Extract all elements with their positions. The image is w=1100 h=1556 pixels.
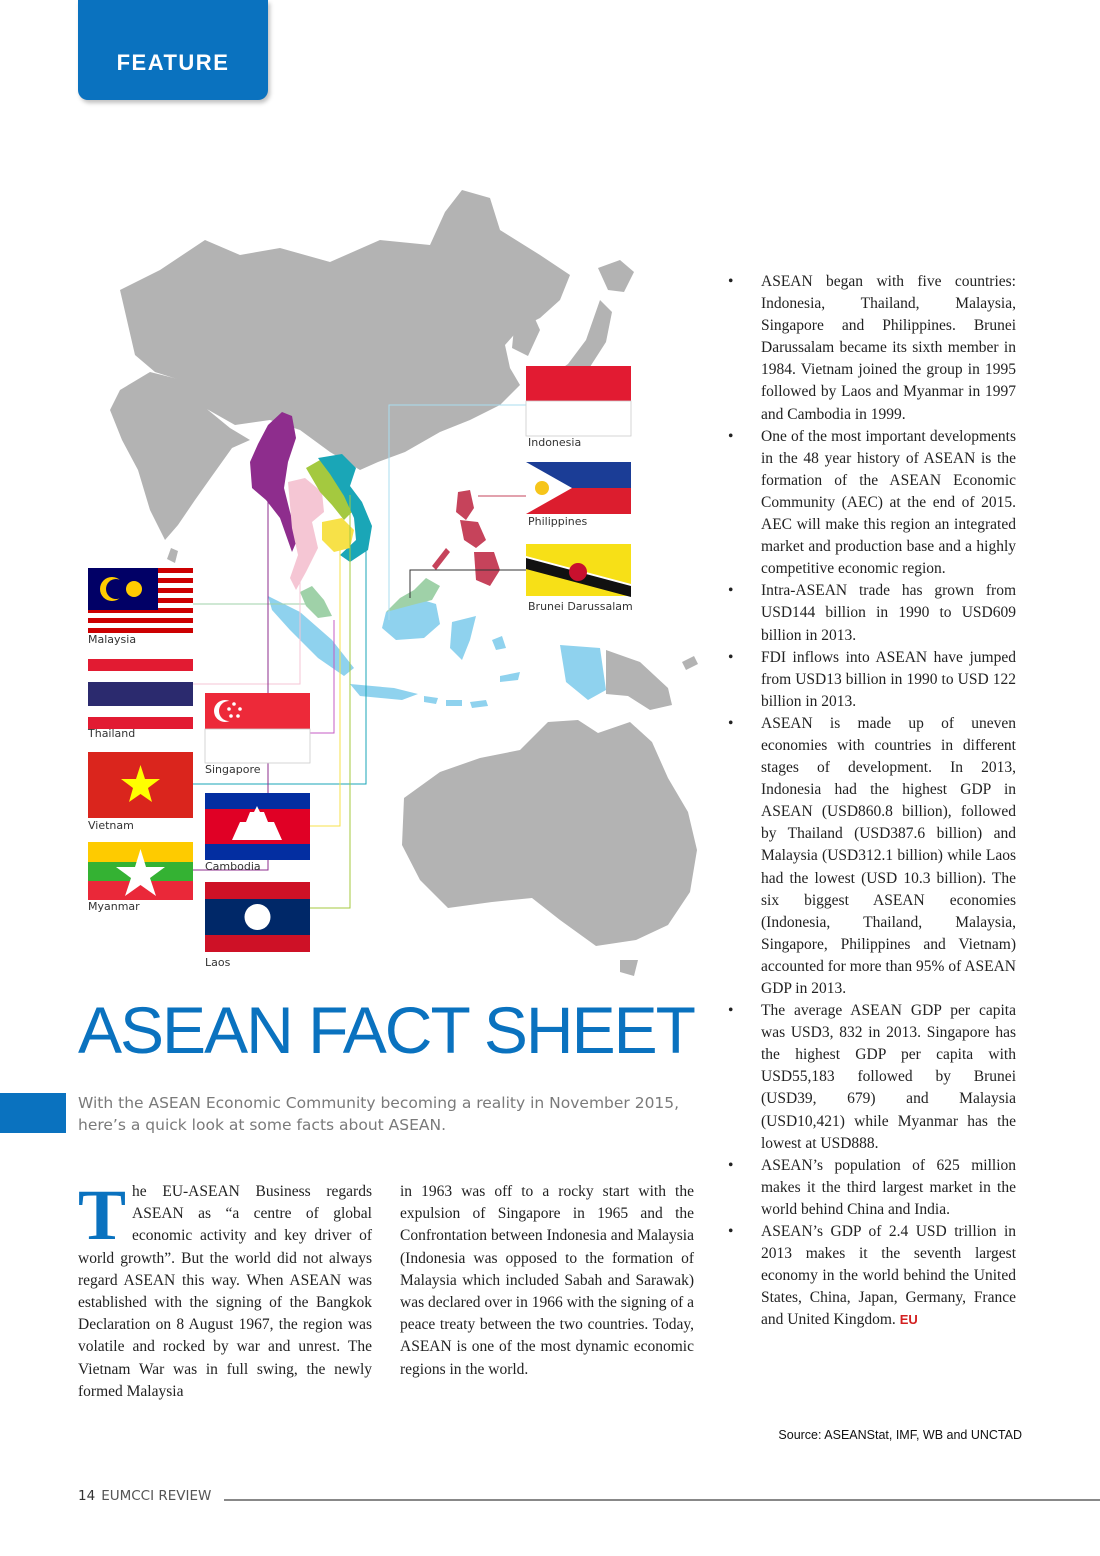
flag-brunei — [526, 544, 631, 597]
bullet-marker: • — [728, 273, 734, 290]
fact-bullet-text: Intra-ASEAN trade has grown from USD144 billion in 1990 to USD609 billion in 2013. — [761, 582, 1016, 644]
flag-thailand — [88, 659, 193, 729]
flag-label-malaysia: Malaysia — [88, 633, 137, 646]
fact-bullet — [724, 1000, 1016, 1155]
flag-label-brunei: Brunei Darussalam — [528, 600, 633, 613]
fact-bullet — [724, 1155, 1016, 1221]
bullet-marker: • — [728, 714, 734, 732]
flag-label-philippines: Philippines — [528, 515, 588, 528]
flag-label-thailand: Thailand — [88, 727, 136, 740]
fact-bullet — [724, 580, 1016, 646]
publication-name: EUMCCI REVIEW — [101, 1488, 212, 1504]
article-title: ASEAN FACT SHEET — [78, 993, 694, 1067]
flag-label-vietnam: Vietnam — [88, 819, 134, 832]
flag-label-laos: Laos — [205, 956, 231, 969]
fact-bullet-text: ASEAN’s GDP of 2.4 USD trillion in 2013 makes it the seventh largest economy in the world behind the United States, China, Japan, Germany, France and United Kingdom. — [761, 1223, 1016, 1329]
fact-bullet — [724, 713, 1016, 1000]
flag-malaysia — [88, 568, 193, 636]
fact-bullet-text: ASEAN began with five countries: Indonesia, Thailand, Malaysia, Singapore and Philippines. Brunei Darussalam became its sixth member in 1984. Vietnam joined the group in 1995 followed by Laos and Myanmar in 1997 and Cambodia in 1999. — [761, 273, 1016, 423]
connector-thailand — [193, 520, 300, 684]
fact-bullet-text: The average ASEAN GDP per capita was USD3, 832 in 2013. Singapore has the highest GDP per capita with USD55,183 followed by Brunei (USD39, 679) and Malaysia (USD10,421) while Myanmar has the lowest at USD888. — [761, 1002, 1016, 1152]
bullet-marker: • — [728, 1156, 734, 1174]
fact-bullet — [724, 1221, 1016, 1331]
philippines-region — [432, 490, 500, 586]
fact-bullet — [724, 647, 1016, 713]
fact-bullet-text: FDI inflows into ASEAN have jumped from USD13 billion in 1990 to USD 122 billion in 2013. — [761, 648, 1016, 710]
body-column-1-text: he EU-ASEAN Business regards ASEAN as “a centre of global economic activity and key driver of world growth”. But the world did not always regard ASEAN this way. When ASEAN was established with the signing of the Bangkok Declaration on 8 August 1967, the region was volatile and rocked by war and unrest. The Vietnam War was in full swing, the newly formed Malaysia — [78, 1183, 372, 1400]
page-number: 14 — [78, 1488, 96, 1504]
flag-philippines — [526, 462, 631, 514]
bullet-marker: • — [728, 1002, 734, 1020]
bullet-marker: • — [728, 648, 734, 666]
body-column-2 — [400, 1181, 694, 1381]
deck-accent-bar — [0, 1093, 66, 1133]
thailand-region — [288, 478, 324, 590]
bullet-marker: • — [728, 1223, 734, 1241]
flag-cambodia — [205, 793, 310, 860]
flag-indonesia — [526, 366, 631, 436]
flag-myanmar — [88, 842, 193, 900]
bullet-marker: • — [728, 582, 734, 600]
flag-singapore — [205, 693, 310, 763]
fact-bullet-text: ASEAN is made up of uneven economies with countries in different stages of development. In 2013, Indonesia had the highest GDP in ASEAN (USD860.8 billion), followed by Thailand (USD387.6 billion) and Malaysia (USD312.1 billion) while Laos had the lowest (USD 10.3 billion). The six biggest ASEAN economies (Indonesia, Thailand, Malaysia, Singapore, Philippines and Vietnam) accounted for more than 95% of ASEAN GDP in 2013. — [761, 714, 1016, 997]
body-column-1 — [78, 1175, 372, 1403]
drop-cap: T — [78, 1175, 127, 1255]
cambodia-region — [322, 518, 354, 552]
flag-label-cambodia: Cambodia — [205, 860, 261, 873]
fact-bullet-text: One of the most important developments in the 48 year history of ASEAN is the formation of the ASEAN Economic Community (AEC) at the end of 2015. AEC will make this region an integrated market and production base and a highly competitive economic region. — [761, 427, 1016, 578]
flag-label-myanmar: Myanmar — [88, 900, 140, 913]
source-credit: Source: ASEANStat, IMF, WB and UNCTAD — [778, 1428, 1022, 1442]
section-tab — [78, 0, 268, 100]
fact-bullet — [724, 271, 1016, 426]
section-tab-label: FEATURE — [116, 50, 230, 75]
flag-label-indonesia: Indonesia — [528, 436, 582, 449]
malaysia-peninsula-region — [300, 586, 332, 618]
fact-bullet-list — [724, 271, 1016, 1332]
fact-bullet-text: ASEAN’s population of 625 million makes it the third largest market in the world behind China and India. — [761, 1156, 1016, 1218]
asean-map-figure — [0, 150, 720, 1000]
article-deck: With the ASEAN Economic Community becoming a reality in November 2015, here’s a quick look at some facts about ASEAN. — [78, 1094, 680, 1134]
fact-bullet — [724, 426, 1016, 581]
flag-vietnam — [88, 752, 193, 818]
page-footer — [78, 1488, 211, 1504]
end-mark-logo: EU — [899, 1312, 918, 1328]
bullet-marker: • — [728, 427, 734, 445]
footer-rule — [224, 1499, 1100, 1501]
flag-laos — [205, 882, 310, 952]
body-column-2-text: in 1963 was off to a rocky start with the expulsion of Singapore in 1965 and the Confrontation between Indonesia and Malaysia (Indonesia was opposed to the formation of Malaysia which included Sabah and Sarawak) was declared over in 1966 with the signing of a peace treaty between the two countries. Today, ASEAN is one of the most dynamic economic regions in the world. — [400, 1183, 694, 1378]
flag-label-singapore: Singapore — [205, 763, 261, 776]
